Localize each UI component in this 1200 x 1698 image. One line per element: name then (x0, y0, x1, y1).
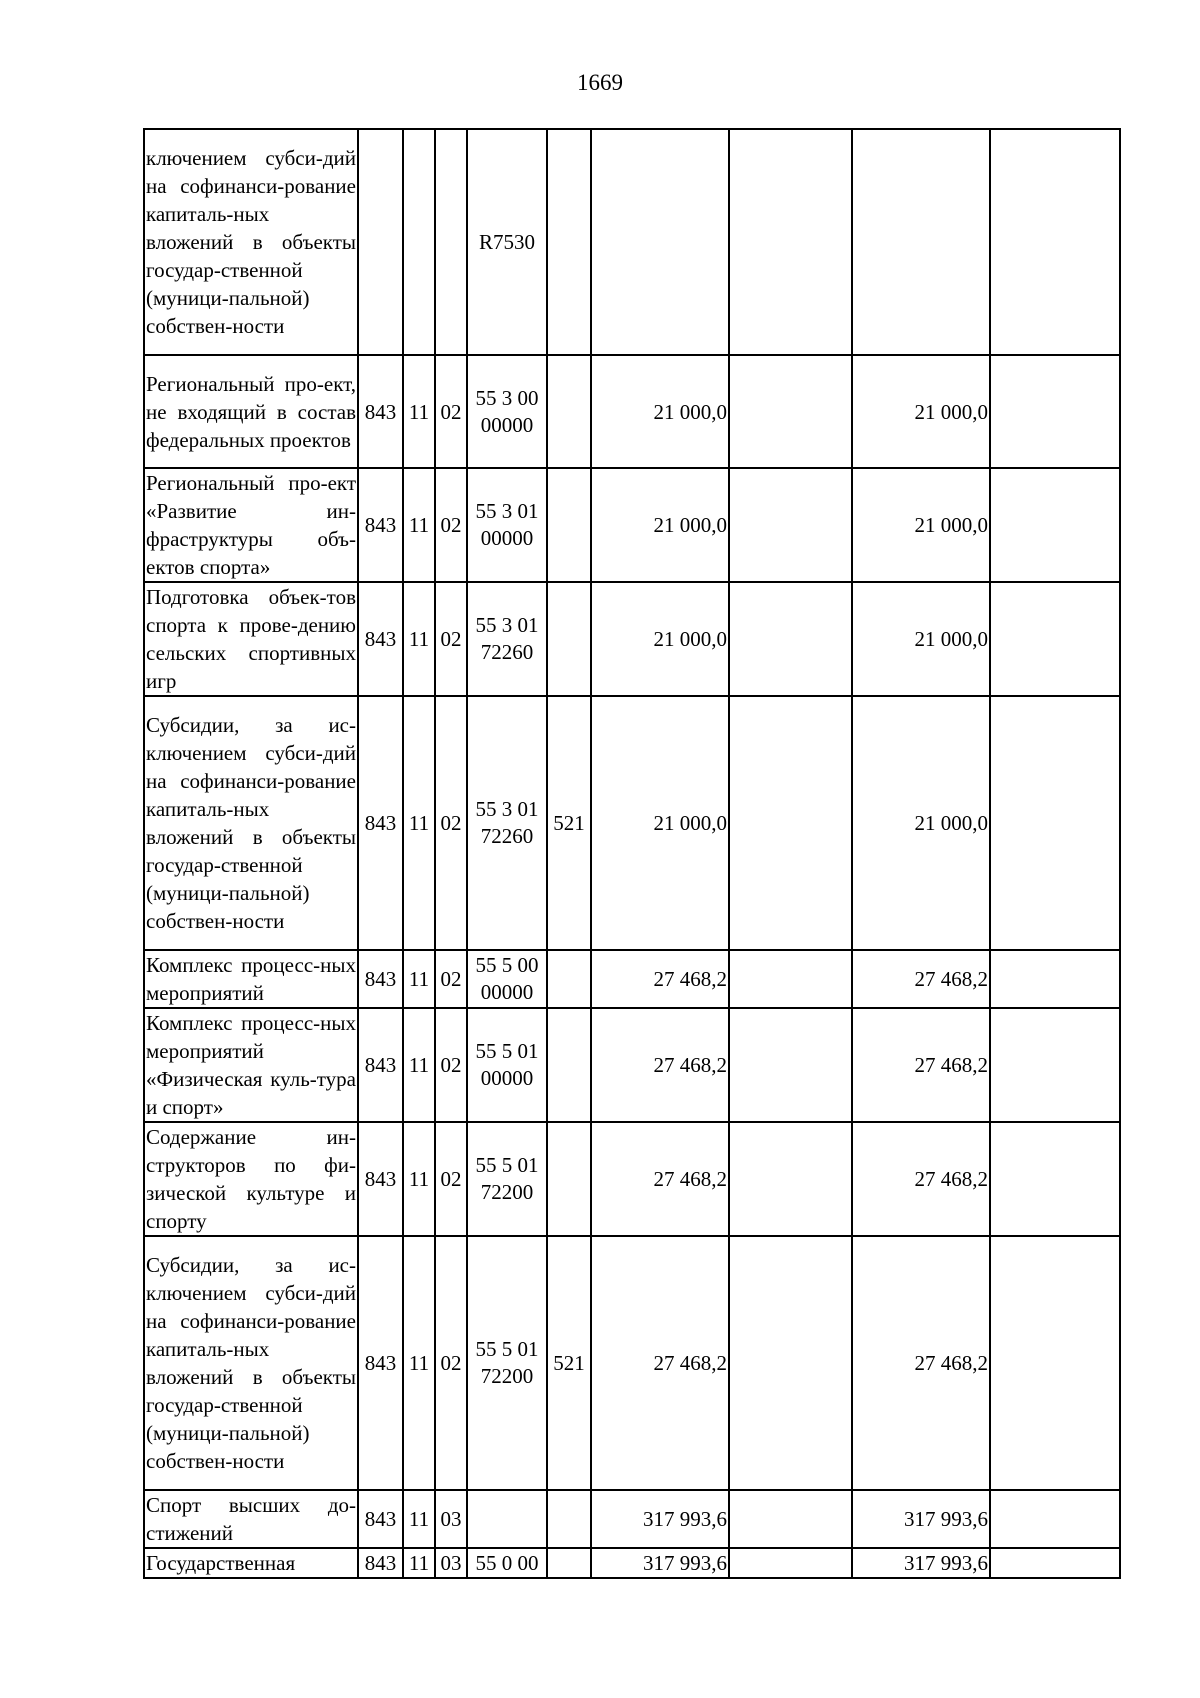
amount-cell-2 (729, 582, 852, 696)
table-row (144, 1490, 1120, 1548)
section-code-cell: 11 (403, 582, 435, 696)
amount-cell-1: 27 468,2 (591, 1008, 729, 1122)
expense-type-cell (547, 1008, 591, 1122)
section-code-cell: 11 (403, 696, 435, 950)
subsection-code-cell: 03 (435, 1490, 467, 1548)
amount-cell-2 (729, 129, 852, 355)
amount-cell-3: 27 468,2 (852, 1122, 990, 1236)
amount-cell-2 (729, 1236, 852, 1490)
amount-cell-2 (729, 1490, 852, 1548)
expense-type-cell (547, 129, 591, 355)
amount-cell-2 (729, 355, 852, 468)
subsection-code-cell: 02 (435, 582, 467, 696)
target-article-cell: 55 3 00 00000 (467, 355, 547, 468)
amount-cell-3: 27 468,2 (852, 1236, 990, 1490)
ministry-code-cell: 843 (358, 1008, 403, 1122)
subsection-code-cell: 02 (435, 1008, 467, 1122)
amount-cell-3: 317 993,6 (852, 1490, 990, 1548)
amount-cell-3: 27 468,2 (852, 1008, 990, 1122)
amount-cell-4 (990, 1236, 1120, 1490)
amount-cell-1: 21 000,0 (591, 696, 729, 950)
table-row (144, 1008, 1120, 1122)
amount-cell-2 (729, 468, 852, 582)
ministry-code-cell: 843 (358, 696, 403, 950)
subsection-code-cell: 02 (435, 950, 467, 1008)
amount-cell-4 (990, 129, 1120, 355)
amount-cell-1: 27 468,2 (591, 1236, 729, 1490)
expense-type-cell (547, 950, 591, 1008)
ministry-code-cell: 843 (358, 1548, 403, 1578)
amount-cell-4 (990, 1548, 1120, 1578)
target-article-cell: 55 0 00 (467, 1548, 547, 1578)
table-row (144, 950, 1120, 1008)
section-code-cell: 11 (403, 1122, 435, 1236)
subsection-code-cell: 02 (435, 696, 467, 950)
ministry-code-cell: 843 (358, 950, 403, 1008)
target-article-cell: 55 5 01 72200 (467, 1122, 547, 1236)
item-name-cell: Региональный про-ект, не входящий в состав федеральных проектов (144, 355, 358, 468)
target-article-cell: 55 5 00 00000 (467, 950, 547, 1008)
ministry-code-cell (358, 129, 403, 355)
amount-cell-4 (990, 1122, 1120, 1236)
ministry-code-cell: 843 (358, 355, 403, 468)
target-article-cell: 55 5 01 00000 (467, 1008, 547, 1122)
subsection-code-cell (435, 129, 467, 355)
section-code-cell: 11 (403, 950, 435, 1008)
table-row (144, 468, 1120, 582)
item-name-cell: Комплекс процесс-ных мероприятий «Физическая куль-тура и спорт» (144, 1008, 358, 1122)
target-article-cell: 55 3 01 72260 (467, 582, 547, 696)
target-article-cell (467, 1490, 547, 1548)
table-row (144, 1122, 1120, 1236)
section-code-cell (403, 129, 435, 355)
expense-type-cell: 521 (547, 696, 591, 950)
expense-type-cell (547, 582, 591, 696)
amount-cell-3: 21 000,0 (852, 468, 990, 582)
amount-cell-1: 317 993,6 (591, 1490, 729, 1548)
target-article-cell: R7530 (467, 129, 547, 355)
section-code-cell: 11 (403, 1008, 435, 1122)
item-name-cell: Содержание ин-структоров по фи-зической культуре и спорту (144, 1122, 358, 1236)
section-code-cell: 11 (403, 468, 435, 582)
item-name-cell: Субсидии, за ис-ключением субси-дий на софинанси-рование капиталь-ных вложений в объекты государ-ственной (муници-пальной) собствен-ности (144, 696, 358, 950)
ministry-code-cell: 843 (358, 1122, 403, 1236)
amount-cell-2 (729, 1122, 852, 1236)
subsection-code-cell: 02 (435, 355, 467, 468)
table-row (144, 696, 1120, 950)
expense-type-cell (547, 468, 591, 582)
subsection-code-cell: 02 (435, 1236, 467, 1490)
section-code-cell: 11 (403, 1548, 435, 1578)
item-name-cell: Государственная (144, 1548, 358, 1578)
amount-cell-4 (990, 468, 1120, 582)
ministry-code-cell: 843 (358, 1236, 403, 1490)
amount-cell-2 (729, 1008, 852, 1122)
subsection-code-cell: 03 (435, 1548, 467, 1578)
amount-cell-4 (990, 1490, 1120, 1548)
amount-cell-3: 317 993,6 (852, 1548, 990, 1578)
ministry-code-cell: 843 (358, 468, 403, 582)
section-code-cell: 11 (403, 1490, 435, 1548)
subsection-code-cell: 02 (435, 468, 467, 582)
amount-cell-4 (990, 1008, 1120, 1122)
budget-table (143, 128, 1121, 1579)
amount-cell-3: 27 468,2 (852, 950, 990, 1008)
amount-cell-4 (990, 355, 1120, 468)
section-code-cell: 11 (403, 355, 435, 468)
amount-cell-1: 21 000,0 (591, 355, 729, 468)
amount-cell-3: 21 000,0 (852, 355, 990, 468)
amount-cell-1 (591, 129, 729, 355)
table-row (144, 355, 1120, 468)
amount-cell-1: 317 993,6 (591, 1548, 729, 1578)
expense-type-cell (547, 355, 591, 468)
item-name-cell: Спорт высших до-стижений (144, 1490, 358, 1548)
section-code-cell: 11 (403, 1236, 435, 1490)
ministry-code-cell: 843 (358, 1490, 403, 1548)
ministry-code-cell: 843 (358, 582, 403, 696)
item-name-cell: Подготовка объек-тов спорта к прове-дению сельских спортивных игр (144, 582, 358, 696)
amount-cell-3 (852, 129, 990, 355)
item-name-cell: Региональный про-ект «Развитие ин-фраструктуры объ-ектов спорта» (144, 468, 358, 582)
amount-cell-3: 21 000,0 (852, 582, 990, 696)
item-name-cell: Комплекс процесс-ных мероприятий (144, 950, 358, 1008)
amount-cell-4 (990, 950, 1120, 1008)
amount-cell-4 (990, 582, 1120, 696)
amount-cell-3: 21 000,0 (852, 696, 990, 950)
amount-cell-1: 21 000,0 (591, 582, 729, 696)
expense-type-cell (547, 1490, 591, 1548)
expense-type-cell (547, 1122, 591, 1236)
amount-cell-1: 27 468,2 (591, 950, 729, 1008)
table-row (144, 1236, 1120, 1490)
amount-cell-1: 21 000,0 (591, 468, 729, 582)
target-article-cell: 55 3 01 00000 (467, 468, 547, 582)
table-body (144, 129, 1120, 1578)
target-article-cell: 55 5 01 72200 (467, 1236, 547, 1490)
amount-cell-2 (729, 950, 852, 1008)
table-row (144, 1548, 1120, 1578)
table-row (144, 582, 1120, 696)
amount-cell-4 (990, 696, 1120, 950)
amount-cell-2 (729, 696, 852, 950)
target-article-cell: 55 3 01 72260 (467, 696, 547, 950)
expense-type-cell: 521 (547, 1236, 591, 1490)
item-name-cell: Субсидии, за ис-ключением субси-дий на софинанси-рование капиталь-ных вложений в объекты государ-ственной (муници-пальной) собствен-ности (144, 1236, 358, 1490)
item-name-cell: ключением субси-дий на софинанси-рование капиталь-ных вложений в объекты государ-ственной (муници-пальной) собствен-ности (144, 129, 358, 355)
amount-cell-2 (729, 1548, 852, 1578)
table-row (144, 129, 1120, 355)
expense-type-cell (547, 1548, 591, 1578)
page-number: 1669 (577, 70, 623, 95)
subsection-code-cell: 02 (435, 1122, 467, 1236)
amount-cell-1: 27 468,2 (591, 1122, 729, 1236)
